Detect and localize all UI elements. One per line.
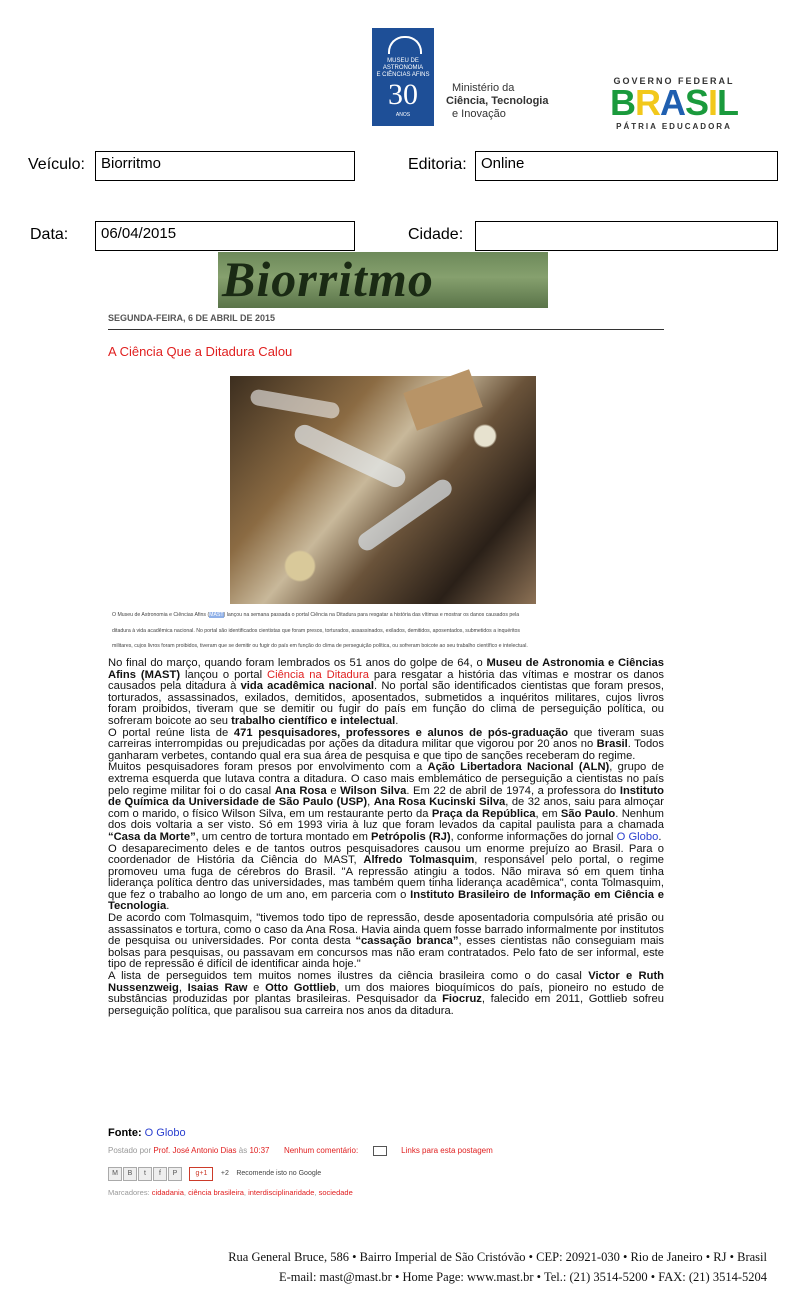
text: , de 32 anos, saiu para almoçar com o marido, o físico Wilson Silva, em um restaurante perto da <box>108 796 665 820</box>
text: . No portal são identificados cientistas que foram presos, torturados, assassinados, exilados, demitidos, aposentados, submetidos a inquéritos militares, cujos livros foram proibidos, tiveram que se demitir ou fugir do país em função do clima de perseguição política, ou sofreram boicote ao seu <box>108 680 664 727</box>
bold-text: Wilson Silva <box>340 784 407 797</box>
bold-text: “cassação branca” <box>355 935 459 948</box>
blog-share-icon[interactable]: B <box>123 1167 137 1181</box>
ministerio-logo <box>446 82 576 121</box>
bold-text: Brasil <box>596 738 628 751</box>
bold-text: Praça da República <box>431 807 536 820</box>
editoria-field[interactable]: Online <box>475 151 778 181</box>
bold-text: Instituto Brasileiro de Informação em Ciência e Tecnologia <box>108 888 665 913</box>
text: , um centro de tortura montado em <box>195 830 372 843</box>
article-paragraph <box>108 762 664 843</box>
at-label: às <box>238 1146 248 1156</box>
bold-text: Fiocruz <box>442 993 482 1006</box>
text: para resgatar a história das vítimas e mostrar os danos causados pela ditadura à <box>108 668 664 693</box>
text: , esses cientistas não conseguiam mais bolsas para pesquisas, ou passavam em concursos mas não eram contratados. Pelo fato de ser informal, este tipo de repressão é difícil de identificar ainda hoje." <box>108 935 664 971</box>
bold-text: 471 pesquisadores, professores e alunos de pós-graduação <box>233 726 569 739</box>
caption-text: O Museu de Astronomia e Ciências Afins ( <box>112 612 210 618</box>
photo-bottle <box>355 476 455 554</box>
text: , em <box>535 807 561 820</box>
author-link[interactable]: Prof. José Antonio Dias <box>153 1146 237 1156</box>
article-paragraph <box>108 913 664 971</box>
bold-text: Ação Libertadora Nacional (ALN) <box>427 761 610 774</box>
fonte-link[interactable]: O Globo <box>144 1127 186 1139</box>
text: , falecido em 2011, Gottlieb sofreu perseguição política, que paralisou sua carreira nos anos da ditadura. <box>108 993 664 1017</box>
photo-box <box>403 369 482 431</box>
cidade-field[interactable] <box>475 221 778 251</box>
o-globo-link[interactable]: O Globo <box>616 830 659 843</box>
bold-text: Petrópolis (RJ) <box>371 830 451 843</box>
mast-logo-line2: ASTRONOMIA <box>382 65 424 71</box>
label-link[interactable]: interdisciplinaridade <box>248 1188 315 1197</box>
fonte-label: Fonte: <box>108 1127 142 1139</box>
label-link[interactable]: sociedade <box>318 1188 353 1197</box>
text: lançou o portal <box>180 668 268 681</box>
data-label: Data: <box>30 226 69 243</box>
text: , responsável pelo portal, o regime promoveu uma fuga de cérebros do Brasil. "A repressão atingiu a todos. Não mirava só em quem tinha liderança política dentro das universidades, mas também quem tinha liderança acadêmica", conta Tolmasquim, que fez o trabalho ao longo de um ano, em parceria com o <box>108 854 664 901</box>
posted-by-label: Postado por <box>108 1146 152 1156</box>
mast-logo-number: 30 <box>388 78 418 111</box>
caption-text: ) lançou na semana passada o portal Ciência na Ditadura para resgatar a história das vítimas e mostrar os danos causados pela <box>223 612 520 618</box>
brasil-s: S <box>684 82 708 123</box>
cidade-label: Cidade: <box>408 226 464 243</box>
bold-text: Ana Rosa <box>274 784 327 797</box>
photo-bottle <box>249 388 340 419</box>
brasil-l: L <box>717 82 739 123</box>
ministerio-line3: e Inovação <box>452 108 506 120</box>
ministerio-line2: Ciência, Tecnologia <box>446 95 549 107</box>
text: e <box>326 784 341 797</box>
bold-text: Alfredo Tolmasquim <box>363 854 475 867</box>
text: . Nenhum dos dois voltaria a ser visto. Só em 1993 viria à luz que foram levados da capital paulista para a chamada <box>108 807 665 832</box>
text: , grupo de extrema esquerda que lutava contra a ditadura. O caso mais emblemático de perseguição a cientistas no país pelo regime militar foi o do casal <box>108 761 664 797</box>
bold-text: São Paulo <box>560 807 616 820</box>
mast-logo-label <box>372 58 434 79</box>
article-paragraph <box>108 971 664 1017</box>
blog-masthead-title: Biorritmo <box>222 252 434 307</box>
article-body <box>108 658 664 1017</box>
text: , um dos maiores bioquímicos do país, pioneiro no estudo de substâncias produzidas por plantas brasileiras. Pesquisador da <box>108 981 664 1006</box>
ministerio-line1: Ministério da <box>452 82 515 94</box>
text: . Todos ganharam verbetes, contando qual era sua área de pesquisa e que tipo de sanções receberam do regime. <box>108 738 664 762</box>
gplus-recommend-text: Recomende isto no Google <box>236 1170 322 1178</box>
pinterest-share-icon[interactable]: P <box>168 1167 182 1181</box>
brasil-a: A <box>659 82 685 123</box>
caption-mast-highlight: MAST <box>209 612 224 618</box>
patria-educadora: PÁTRIA EDUCADORA <box>616 122 732 131</box>
comments-link[interactable]: Nenhum comentário: <box>283 1146 359 1156</box>
brasil-i: I <box>708 82 718 123</box>
text: que tiveram suas carreiras interrompidas ou prejudicadas por ações da ditadura militar que vigorou por 20 anos no <box>108 726 664 751</box>
share-bar <box>108 1165 321 1179</box>
article-paragraph <box>108 844 664 914</box>
post-title[interactable]: A Ciência Que a Ditadura Calou <box>108 344 293 359</box>
text: e <box>247 981 266 994</box>
gplus-count: +2 <box>220 1170 229 1178</box>
time-link[interactable]: 10:37 <box>249 1146 270 1156</box>
text: . <box>395 714 399 727</box>
text: De acordo com Tolmasquim, "tivemos todo tipo de repressão, desde aposentadoria compulsória até prisão ou assassinatos e tortura, como o caso da Ana Rosa. Havia ainda quem fosse barrado informalmente por institutos de pesquisa ou universidades. Por conta desta <box>108 912 664 948</box>
labels-prefix: Marcadores: <box>108 1188 150 1197</box>
brasil-wordmark <box>590 84 758 122</box>
article-paragraph <box>108 658 664 728</box>
brasil-r: R <box>634 82 660 123</box>
post-labels: Marcadores: cidadania, ciência brasileira, interdisciplinaridade, sociedade <box>108 1188 353 1197</box>
text: O desaparecimento deles e de tantos outros pesquisadores causou um enorme prejuízo ao Brasil. Para o coordenador de História da Ciência do MAST, <box>108 842 664 867</box>
twitter-share-icon[interactable]: t <box>138 1167 152 1181</box>
bold-text: Victor e Ruth Nussenzweig <box>108 970 665 994</box>
bold-text: “Casa da Morte” <box>108 830 196 843</box>
text: , <box>367 796 374 809</box>
label-link[interactable]: ciência brasileira <box>188 1188 244 1197</box>
text: No final do março, quando foram lembrados os 51 anos do golpe de 64, o <box>108 657 487 669</box>
text: . <box>658 830 662 843</box>
ciencia-na-ditadura-link[interactable]: Ciência na Ditadura <box>267 668 369 681</box>
dome-icon <box>388 36 422 54</box>
text: , <box>178 981 188 994</box>
email-share-icon[interactable]: M <box>108 1167 122 1181</box>
text: . <box>166 900 170 913</box>
bold-text: vida acadêmica nacional <box>240 680 375 693</box>
mast-logo-line3: E CIÊNCIAS AFINS <box>376 72 430 78</box>
text: A lista de perseguidos tem muitos nomes ilustres da ciência brasileira como o do casal <box>108 970 589 983</box>
bold-text: Museu de Astronomia e Ciências Afins (MAST) <box>108 657 664 681</box>
post-dateline: SEGUNDA-FEIRA, 6 DE ABRIL DE 2015 <box>108 313 276 323</box>
blog-masthead <box>218 252 548 308</box>
photo-caption <box>112 608 672 655</box>
article-paragraph <box>108 728 664 763</box>
article-photo <box>230 376 536 604</box>
facebook-share-icon[interactable]: f <box>153 1167 167 1181</box>
editoria-label: Editoria: <box>408 156 467 173</box>
brasil-b: B <box>609 82 635 123</box>
text: , conforme informações do jornal <box>450 830 617 843</box>
footer-contact: E-mail: mast@mast.br • Home Page: www.mast.br • Tel.: (21) 3514-5200 • FAX: (21) 3514-5204 <box>278 1270 767 1284</box>
text: O portal reúne lista de <box>108 726 234 739</box>
governo-federal-logo <box>590 76 758 132</box>
caption-text: militares, cujos livros foram proibidos, tiveram que se demitir ou fugir do país em função do clima de perseguição política, ou sofreram boicote ao seu trabalho científico e intelectual. <box>112 643 528 649</box>
article-source <box>108 1127 186 1139</box>
mast-logo <box>372 28 434 126</box>
mast-logo-suffix: ANOS <box>395 112 411 118</box>
bold-text: trabalho científico e intelectual <box>231 714 396 727</box>
text: Muitos pesquisadores foram presos por envolvimento com a <box>108 761 428 774</box>
mast-logo-line1: MUSEU DE <box>387 58 419 64</box>
bold-text: Ana Rosa Kucinski Silva <box>373 796 506 809</box>
bold-text: Instituto de Química da Universidade de São Paulo (USP) <box>108 784 664 809</box>
post-meta <box>108 1146 493 1156</box>
footer-address: Rua General Bruce, 586 • Bairro Imperial de São Cristóvão • CEP: 20921-030 • Rio de Janeiro • RJ • Brasil <box>228 1250 767 1264</box>
data-field[interactable]: 06/04/2015 <box>95 221 355 251</box>
bold-text: Isaias Raw <box>187 981 248 994</box>
veiculo-field[interactable]: Biorritmo <box>95 151 355 181</box>
bold-text: Otto Gottlieb <box>265 981 336 994</box>
google-plus-button[interactable]: g+1 <box>189 1167 213 1181</box>
caption-text: ditadura à vida acadêmica nacional. No portal são identificados cientistas que foram presos, torturados, assassinados, exilados, demitidos, aposentados, submetidos a inquéritos <box>112 627 521 634</box>
text: . Em 22 de abril de 1974, a professora do <box>406 784 620 797</box>
links-to-post[interactable]: Links para esta postagem <box>401 1146 493 1156</box>
divider <box>108 329 664 330</box>
veiculo-label: Veículo: <box>28 156 85 173</box>
photo-bottle <box>291 422 408 491</box>
label-link[interactable]: cidadania <box>151 1188 184 1197</box>
email-post-icon[interactable] <box>373 1146 387 1156</box>
governo-federal-top: GOVERNO FEDERAL <box>613 76 735 86</box>
